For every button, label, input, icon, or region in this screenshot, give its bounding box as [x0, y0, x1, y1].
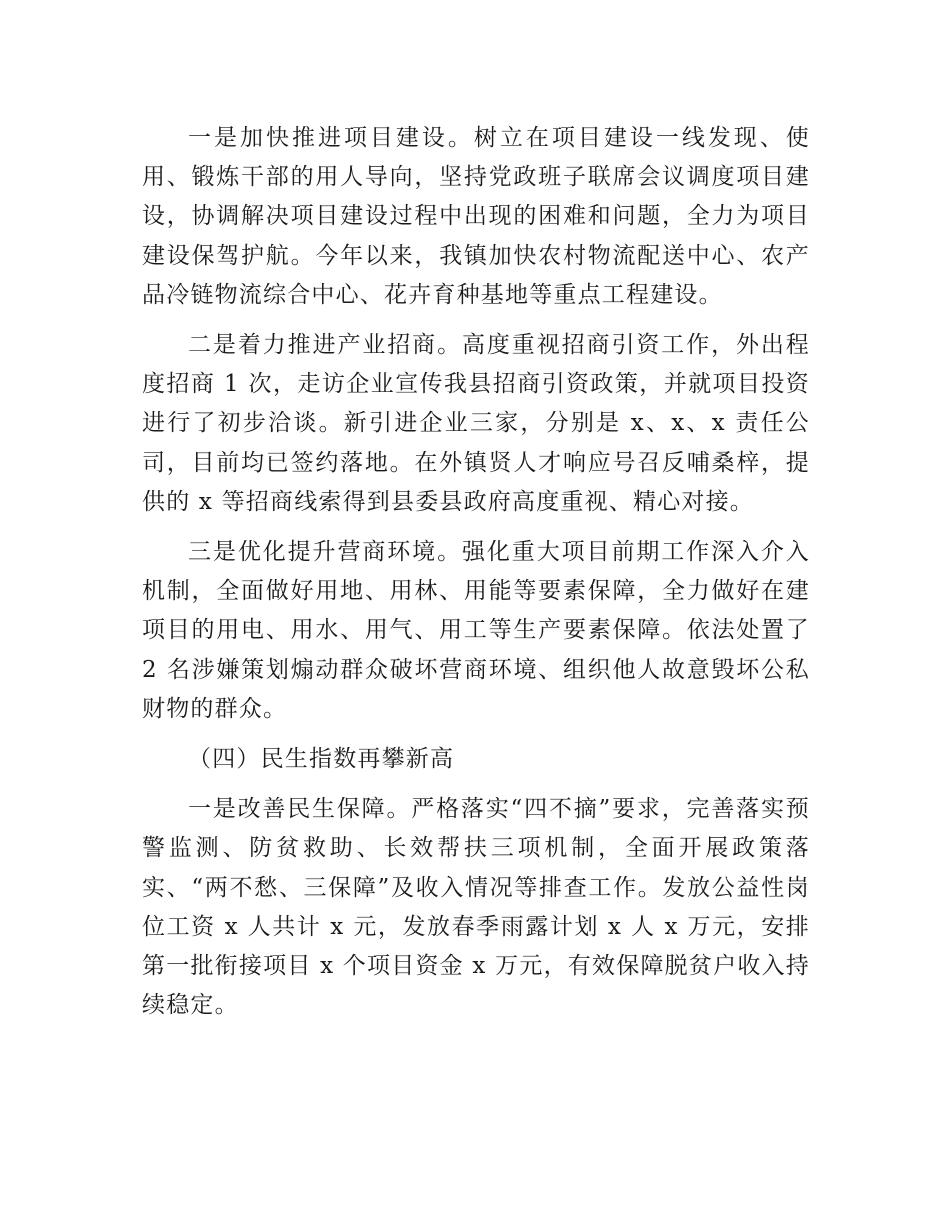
section-heading: （四）民生指数再攀新高: [188, 746, 455, 773]
paragraph-business-environment: 三是优化提升营商环境。强化重大项目前期工作深入介入机制，全面做好用地、用林、用能等要素保障，全力做好在建项目的用电、用水、用气、用工等生产要素保障。依法处置了 2 名涉嫌策划煽动群众破坏营商环境、组织他人故意毁坏公私财物的群众。: [142, 539, 810, 722]
paragraph-livelihood-security: 一是改善民生保障。严格落实“四不摘”要求，完善落实预警监测、防贫救助、长效帮扶三项机制，全面开展政策落实、“两不愁、三保障”及收入情况等排查工作。发放公益性岗位工资 x 人共计 x 元，发放春季雨露计划 x 人 x 万元，安排第一批衔接项目 x 个项目资金 x 万元，有效保障脱贫户收入持续稳定。: [142, 796, 810, 1019]
paragraph-industry-investment: 二是着力推进产业招商。高度重视招商引资工作，外出程度招商 1 次，走访企业宣传我县招商引资政策，并就项目投资进行了初步洽谈。新引进企业三家，分别是 x、x、x 责任公司，目前均已签约落地。在外镇贤人才响应号召反哺桑梓，提供的 x 等招商线索得到县委县政府高度重视、精心对接。: [142, 332, 810, 515]
paragraph-project-construction: 一是加快推进项目建设。树立在项目建设一线发现、使用、锻炼干部的用人导向，坚持党政班子联席会议调度项目建设，协调解决项目建设过程中出现的困难和问题，全力为项目建设保驾护航。今年以来，我镇加快农村物流配送中心、农产品冷链物流综合中心、花卉育种基地等重点工程建设。: [142, 125, 810, 308]
document-body: [142, 119, 810, 1036]
